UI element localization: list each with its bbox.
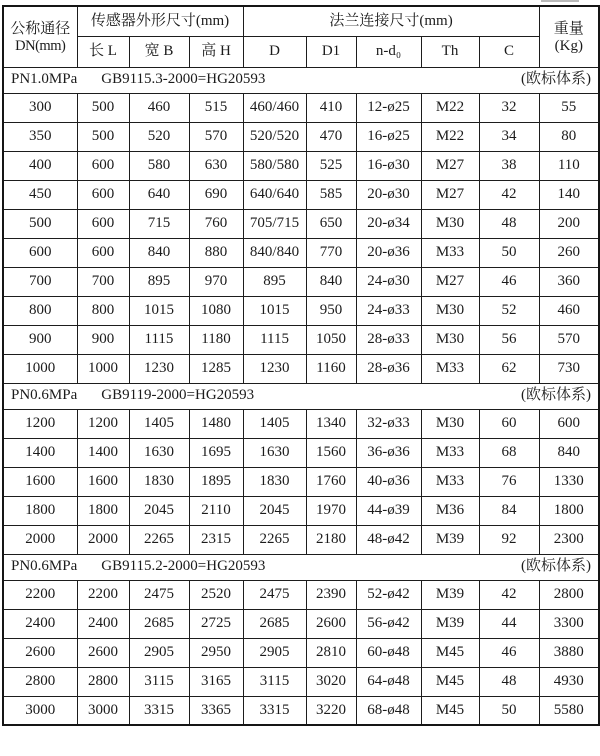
table-cell: 5580 [539,696,599,725]
table-cell: 3115 [243,667,306,696]
table-cell: 1200 [77,409,129,438]
table-cell: 800 [77,296,129,325]
table-cell: 42 [479,580,539,609]
table-cell: 56 [479,325,539,354]
table-cell: 1230 [243,354,306,383]
table-cell: M45 [421,667,479,696]
table-cell: 460/460 [243,93,306,122]
header-nominal-diameter-cn: 公称通径 [10,20,71,37]
table-cell: 1285 [189,354,243,383]
header-c: C [479,36,539,67]
table-cell: 760 [189,209,243,238]
header-d: D [243,36,306,67]
table-cell: 3365 [189,696,243,725]
section-note: (欧标体系) [521,558,592,575]
table-cell: 3300 [539,609,599,638]
table-cell: M33 [421,438,479,467]
table-cell: 500 [3,209,77,238]
table-cell: M45 [421,638,479,667]
table-cell: 800 [3,296,77,325]
table-cell: 700 [77,267,129,296]
header-sensor-dimensions-group: 传感器外形尺寸(mm) [77,6,243,36]
table-cell: 500 [77,93,129,122]
header-row-groups [3,6,599,36]
header-row-sub [3,36,599,67]
table-cell: 520 [129,122,189,151]
table-cell: 76 [479,467,539,496]
table-cell: 2475 [129,580,189,609]
header-flange-dimensions-group: 法兰连接尺寸(mm) [243,6,539,36]
section-header-row [3,554,599,580]
table-cell: 1480 [189,409,243,438]
table-cell: M30 [421,209,479,238]
table-cell: 92 [479,525,539,554]
table-cell: 410 [306,93,356,122]
section-pressure-rating: PN1.0MPa [11,71,78,88]
table-cell: M30 [421,296,479,325]
table-cell: 60 [479,409,539,438]
table-cell: 68-ø48 [356,696,421,725]
table-cell: M30 [421,409,479,438]
table-cell: M39 [421,580,479,609]
table-cell: 840/840 [243,238,306,267]
table-cell: 1405 [129,409,189,438]
table-cell: 2685 [129,609,189,638]
table-cell: 730 [539,354,599,383]
header-n-d0: n-d₀ [356,36,421,67]
table-cell: 520/520 [243,122,306,151]
table-cell: 840 [129,238,189,267]
section-standard: GB9115.2-2000=HG20593 [101,558,266,575]
table-cell: 50 [479,238,539,267]
section-note: (欧标体系) [521,387,592,404]
table-cell: 1230 [129,354,189,383]
header-height-h: 高 H [189,36,243,67]
table-cell: 56-ø42 [356,609,421,638]
table-cell: 16-ø30 [356,151,421,180]
table-row [3,696,599,725]
table-cell: 570 [189,122,243,151]
table-cell: 20-ø30 [356,180,421,209]
header-d1: D1 [306,36,356,67]
table-cell: 1800 [539,496,599,525]
section-standard: GB9119-2000=HG20593 [101,387,255,404]
table-cell: 28-ø36 [356,354,421,383]
table-row [3,609,599,638]
table-cell: 840 [539,438,599,467]
table-cell: 2800 [3,667,77,696]
section-header-cell [3,554,599,580]
table-cell: M33 [421,354,479,383]
table-cell: 52 [479,296,539,325]
table-cell: 38 [479,151,539,180]
header-length-l: 长 L [77,36,129,67]
table-cell: M39 [421,609,479,638]
header-weight-unit: (Kg) [554,37,583,54]
header-nominal-diameter-dn: DN(mm) [15,38,66,55]
table-cell: 1200 [3,409,77,438]
header-weight-cn: 重量 [553,20,584,37]
table-cell: 2475 [243,580,306,609]
table-cell: 2725 [189,609,243,638]
table-cell: 64-ø48 [356,667,421,696]
table-row [3,325,599,354]
table-row [3,580,599,609]
table-cell: 1800 [77,496,129,525]
section-header-cell [3,383,599,409]
table-cell: 880 [189,238,243,267]
table-row [3,438,599,467]
table-cell: 2390 [306,580,356,609]
table-cell: 68 [479,438,539,467]
table-row [3,151,599,180]
table-cell: 46 [479,638,539,667]
table-cell: 4930 [539,667,599,696]
table-cell: 600 [539,409,599,438]
table-cell: 630 [189,151,243,180]
table-row [3,238,599,267]
table-cell: 470 [306,122,356,151]
table-cell: 2180 [306,525,356,554]
table-cell: 2400 [77,609,129,638]
table-cell: 52-ø42 [356,580,421,609]
table-cell: 2045 [129,496,189,525]
table-cell: 20-ø36 [356,238,421,267]
table-cell: 1115 [129,325,189,354]
table-cell: 40-ø36 [356,467,421,496]
table-cell: 2800 [77,667,129,696]
table-cell: 60-ø48 [356,638,421,667]
table-cell: 2300 [539,525,599,554]
table-cell: M30 [421,325,479,354]
table-cell: 460 [129,93,189,122]
table-cell: 900 [77,325,129,354]
table-cell: 24-ø30 [356,267,421,296]
table-cell: 600 [77,238,129,267]
table-cell: 585 [306,180,356,209]
table-row [3,122,599,151]
table-cell: 2000 [3,525,77,554]
table-cell: 650 [306,209,356,238]
table-cell: 2600 [77,638,129,667]
table-cell: 1400 [77,438,129,467]
table-cell: 1000 [77,354,129,383]
table-cell: 42 [479,180,539,209]
table-cell: M27 [421,180,479,209]
table-cell: 705/715 [243,209,306,238]
table-cell: 2000 [77,525,129,554]
table-row [3,354,599,383]
table-cell: 2045 [243,496,306,525]
table-row [3,496,599,525]
table-cell: 3115 [129,667,189,696]
section-header-row [3,67,599,93]
table-cell: 3000 [77,696,129,725]
table-cell: 2265 [129,525,189,554]
table-cell: 400 [3,151,77,180]
table-cell: 1180 [189,325,243,354]
table-row [3,409,599,438]
table-cell: M45 [421,696,479,725]
table-cell: 3220 [306,696,356,725]
table-cell: 770 [306,238,356,267]
section-standard: GB9115.3-2000=HG20593 [101,71,266,88]
table-cell: 300 [3,93,77,122]
table-cell: 600 [77,209,129,238]
table-cell: 895 [243,267,306,296]
table-cell: M36 [421,496,479,525]
table-cell: 48 [479,209,539,238]
table-cell: 2520 [189,580,243,609]
table-cell: 3315 [243,696,306,725]
header-th: Th [421,36,479,67]
table-row [3,638,599,667]
table-cell: 570 [539,325,599,354]
table-cell: 360 [539,267,599,296]
crop-artifact [541,0,579,2]
table-cell: 1330 [539,467,599,496]
table-cell: 1830 [243,467,306,496]
table-cell: 3880 [539,638,599,667]
table-row [3,267,599,296]
table-cell: 200 [539,209,599,238]
table-cell: M33 [421,467,479,496]
table-cell: 34 [479,122,539,151]
table-cell: 1115 [243,325,306,354]
table-cell: 1630 [243,438,306,467]
table-cell: 2265 [243,525,306,554]
table-cell: 110 [539,151,599,180]
header-weight [539,6,599,67]
table-cell: 1760 [306,467,356,496]
table-cell: 715 [129,209,189,238]
table-cell: 1600 [3,467,77,496]
table-cell: 1895 [189,467,243,496]
table-cell: 580 [129,151,189,180]
table-cell: 140 [539,180,599,209]
table-cell: 32-ø33 [356,409,421,438]
table-cell: 580/580 [243,151,306,180]
table-cell: 2905 [129,638,189,667]
table-cell: M39 [421,525,479,554]
table-cell: 16-ø25 [356,122,421,151]
section-header-row [3,383,599,409]
table-cell: 55 [539,93,599,122]
table-cell: 48 [479,667,539,696]
table-cell: 350 [3,122,77,151]
table-cell: 1080 [189,296,243,325]
table-cell: 3020 [306,667,356,696]
table-cell: 970 [189,267,243,296]
table-cell: 700 [3,267,77,296]
table-cell: 20-ø34 [356,209,421,238]
table-cell: 84 [479,496,539,525]
table-cell: 3165 [189,667,243,696]
table-row [3,467,599,496]
table-cell: 36-ø36 [356,438,421,467]
table-cell: 840 [306,267,356,296]
table-cell: 62 [479,354,539,383]
table-cell: 2600 [3,638,77,667]
table-cell: 950 [306,296,356,325]
table-cell: 1560 [306,438,356,467]
table-cell: 600 [3,238,77,267]
table-cell: 515 [189,93,243,122]
table-cell: 1800 [3,496,77,525]
table-cell: 12-ø25 [356,93,421,122]
table-cell: 260 [539,238,599,267]
table-cell: 44 [479,609,539,638]
table-cell: 1600 [77,467,129,496]
table-cell: 1695 [189,438,243,467]
table-cell: 895 [129,267,189,296]
table-cell: 2950 [189,638,243,667]
table-cell: 2200 [77,580,129,609]
table-cell: 525 [306,151,356,180]
table-row [3,93,599,122]
table-cell: M33 [421,238,479,267]
table-cell: M22 [421,93,479,122]
table-cell: 48-ø42 [356,525,421,554]
table-cell: 2315 [189,525,243,554]
table-cell: 1015 [129,296,189,325]
table-cell: 600 [77,180,129,209]
table-cell: M27 [421,267,479,296]
table-cell: 1015 [243,296,306,325]
section-pressure-rating: PN0.6MPa [11,558,78,575]
table-cell: 1000 [3,354,77,383]
table-cell: 44-ø39 [356,496,421,525]
table-row [3,525,599,554]
table-cell: M22 [421,122,479,151]
table-cell: M27 [421,151,479,180]
table-cell: 2110 [189,496,243,525]
header-nominal-diameter [3,6,77,67]
table-row [3,180,599,209]
table-cell: 28-ø33 [356,325,421,354]
table-cell: 1630 [129,438,189,467]
table-cell: 32 [479,93,539,122]
table-cell: 2200 [3,580,77,609]
table-cell: 1970 [306,496,356,525]
table-cell: 2685 [243,609,306,638]
table-cell: 900 [3,325,77,354]
table-row [3,667,599,696]
table-cell: 3315 [129,696,189,725]
table-cell: 640 [129,180,189,209]
section-note: (欧标体系) [521,71,592,88]
table-cell: 24-ø33 [356,296,421,325]
section-pressure-rating: PN0.6MPa [11,387,78,404]
table-cell: 2400 [3,609,77,638]
table-cell: 450 [3,180,77,209]
table-cell: 1405 [243,409,306,438]
table-cell: 1050 [306,325,356,354]
table-cell: 640/640 [243,180,306,209]
table-cell: 600 [77,151,129,180]
dimension-spec-table [2,5,600,726]
table-cell: 1160 [306,354,356,383]
table-cell: 2810 [306,638,356,667]
table-cell: 1830 [129,467,189,496]
table-cell: 80 [539,122,599,151]
table-cell: 2800 [539,580,599,609]
table-cell: 3000 [3,696,77,725]
table-cell: 690 [189,180,243,209]
section-header-cell [3,67,599,93]
table-cell: 500 [77,122,129,151]
table-row [3,209,599,238]
table-cell: 1400 [3,438,77,467]
table-cell: 1340 [306,409,356,438]
table-cell: 460 [539,296,599,325]
header-width-b: 宽 B [129,36,189,67]
table-cell: 50 [479,696,539,725]
table-cell: 2600 [306,609,356,638]
table-row [3,296,599,325]
table-cell: 46 [479,267,539,296]
table-cell: 2905 [243,638,306,667]
